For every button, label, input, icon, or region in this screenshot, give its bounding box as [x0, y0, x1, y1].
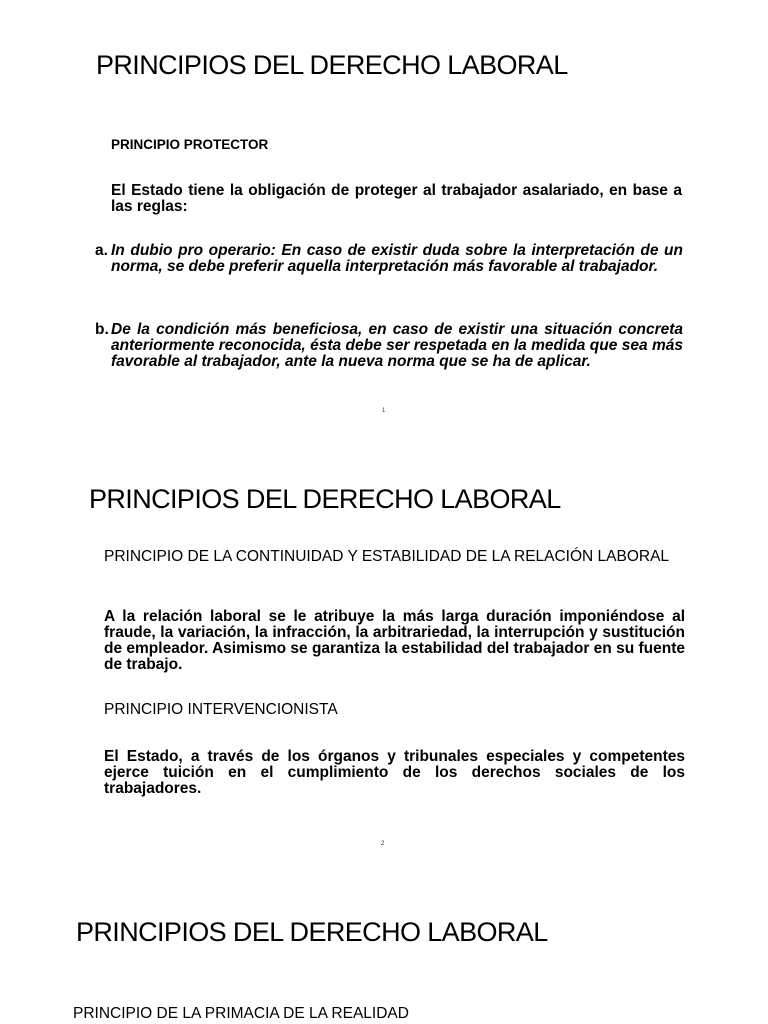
list-marker: b.	[95, 321, 109, 338]
section-heading: PRINCIPIO DE LA PRIMACIA DE LA REALIDAD	[73, 1005, 409, 1022]
section-heading: PRINCIPIO PROTECTOR	[111, 137, 269, 152]
paragraph-interventionist: El Estado, a través de los órganos y tribunales especiales y competentes ejerce tuición en el cumplimiento de los derechos sociales de los trabajadores.	[104, 748, 685, 797]
page-number: 1	[382, 408, 386, 414]
slide-title: PRINCIPIOS DEL DERECHO LABORAL	[96, 50, 568, 80]
intro-paragraph: El Estado tiene la obligación de proteger al trabajador asalariado, en base a las reglas:	[111, 182, 682, 215]
list-item-text: De la condición más beneficiosa, en caso de existir una situación concreta anteriormente reconocida, ésta debe ser respetada en la medida que sea más favorable al trabajador, ante la nueva norma que se ha de aplicar.	[111, 321, 683, 370]
list-item-text: In dubio pro operario: En caso de existir duda sobre la interpretación de un norma, se debe preferir aquella interpretación más favorable al trabajador.	[111, 242, 683, 275]
page-number: 2	[381, 841, 385, 847]
slide-title: PRINCIPIOS DEL DERECHO LABORAL	[89, 484, 561, 514]
list-marker: a.	[95, 242, 108, 259]
paragraph-continuity: A la relación laboral se le atribuye la más larga duración imponiéndose al fraude, la variación, la infracción, la arbitrariedad, la interrupción y sustitución de empleador. Asimismo se garantiza la estabilidad del trabajador en su fuente de trabajo.	[104, 608, 685, 673]
slide-title: PRINCIPIOS DEL DERECHO LABORAL	[76, 917, 548, 947]
section-heading: PRINCIPIO DE LA CONTINUIDAD Y ESTABILIDAD DE LA RELACIÓN LABORAL	[104, 548, 670, 565]
section-heading: PRINCIPIO INTERVENCIONISTA	[104, 701, 338, 718]
